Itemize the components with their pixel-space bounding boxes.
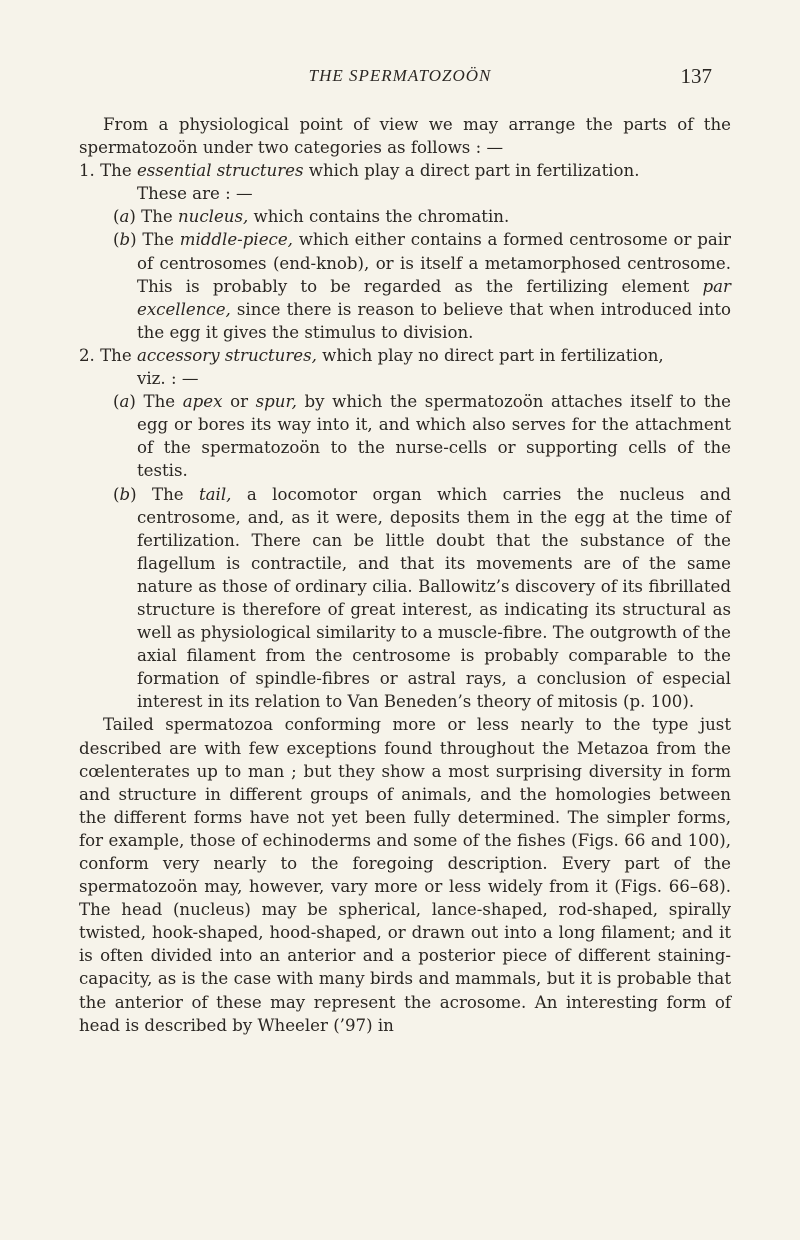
item-1-text: which play a direct part in fertilization. <box>303 161 640 181</box>
item-2-term: accessory structures, <box>136 345 317 365</box>
item-1a-text: which contains the chromatin. <box>248 207 510 227</box>
item-2b-text: a locomotor organ which carries the nucleus and centrosome, and, as it were, deposits them in the egg at the time of fertilization. There can be little doubt that the substance of the flagellum is contractile, and that its movements are of the same nature as those of ordinary cilia. Ballowitz’s discovery of its fibrillated structure is therefore of great interest, as indicating its structural as well as physiological similarity to a muscle-fibre. The outgrowth of the axial filament from the centrosome is probably comparable to the formation of spindle-fibres or astral rays, a conclusion of especial interest in its relation to Van Beneden’s theory of mitosis (p. 100). <box>137 484 731 712</box>
item-1 <box>79 159 731 182</box>
item-1b-text: which either contains a formed centrosome or pair of centrosomes (end-knob), or is itself a metamorphosed centrosome. This is probably to be regarded as the fertilizing element <box>137 230 731 296</box>
item-2a-text: by which the spermatozoön attaches itself to the egg or bores its way into it, and which also serves for the attachment of the spermatozoön to the nurse-cells or supporting cells of the testis. <box>137 392 731 481</box>
item-2a-term-2: spur, <box>255 392 297 412</box>
item-1b-label: b <box>119 230 131 250</box>
item-1-number: 1. The <box>79 161 137 181</box>
item-2a <box>79 390 731 482</box>
item-2b-term: tail, <box>199 484 232 504</box>
item-1a <box>79 205 731 228</box>
item-2-number: 2. The <box>79 345 137 365</box>
item-1a-paren-open: ( <box>113 207 120 227</box>
item-1a-label: a <box>119 207 130 227</box>
item-2b-the: ) The <box>130 484 199 504</box>
item-1a-term: nucleus, <box>178 207 249 227</box>
item-2a-term: apex <box>182 392 223 412</box>
page-header <box>0 60 800 100</box>
item-1b-term: middle-piece, <box>179 230 293 250</box>
item-2 <box>79 344 731 367</box>
item-1b-text-2: since there is reason to believe that when introduced into the egg it gives the stimulus to division. <box>137 299 731 342</box>
item-2b <box>79 483 731 714</box>
item-2-continuation: viz. : — <box>137 369 199 389</box>
item-1b-paren-open: ( <box>113 230 120 250</box>
item-1a-the: ) The <box>129 207 178 227</box>
body-text <box>79 113 731 1037</box>
intro-paragraph: From a physiological point of view we may arrange the parts of the spermatozoön under two categories as follows : — <box>79 115 731 158</box>
item-2b-label: b <box>119 484 131 504</box>
item-1-term: essential structures <box>136 161 304 181</box>
item-1b <box>79 228 731 343</box>
item-2-text: which play no direct part in fertilization, <box>316 345 664 365</box>
item-1b-term-2: par excellence, <box>137 276 731 319</box>
closing-paragraph: Tailed spermatozoa conforming more or less nearly to the type just described are with few exceptions found throughout the Metazoa from the cœlenterates up to man ; but they show a most surprising diversity in form and structure in different groups of animals, and the homologies between the different forms have not yet been fully determined. The simpler forms, for example, those of echinoderms and some of the fishes (Figs. 66 and 100), conform very nearly to the foregoing description. Every part of the spermatozoön may, however, vary more or less widely from it (Figs. 66–68). The head (nucleus) may be spherical, lance-shaped, rod-shaped, spirally twisted, hook-shaped, hood-shaped, or drawn out into a long filament; and it is often divided into an anterior and a posterior piece of different staining-capacity, as is the case with many birds and mammals, but it is probable that the anterior of these may represent the acrosome. An interesting form of head is described by Wheeler (’97) in <box>79 715 731 1035</box>
running-title: THE SPERMATOZOÖN <box>308 66 492 85</box>
page-number: 137 <box>680 64 712 88</box>
item-1b-the: ) The <box>130 230 180 250</box>
item-2a-paren-open: ( <box>113 392 120 412</box>
item-2b-paren-open: ( <box>113 484 120 504</box>
item-2a-or: or <box>222 392 256 412</box>
item-2a-the: ) The <box>129 392 183 412</box>
item-1-continuation: These are : — <box>137 184 253 204</box>
item-2a-label: a <box>119 392 130 412</box>
